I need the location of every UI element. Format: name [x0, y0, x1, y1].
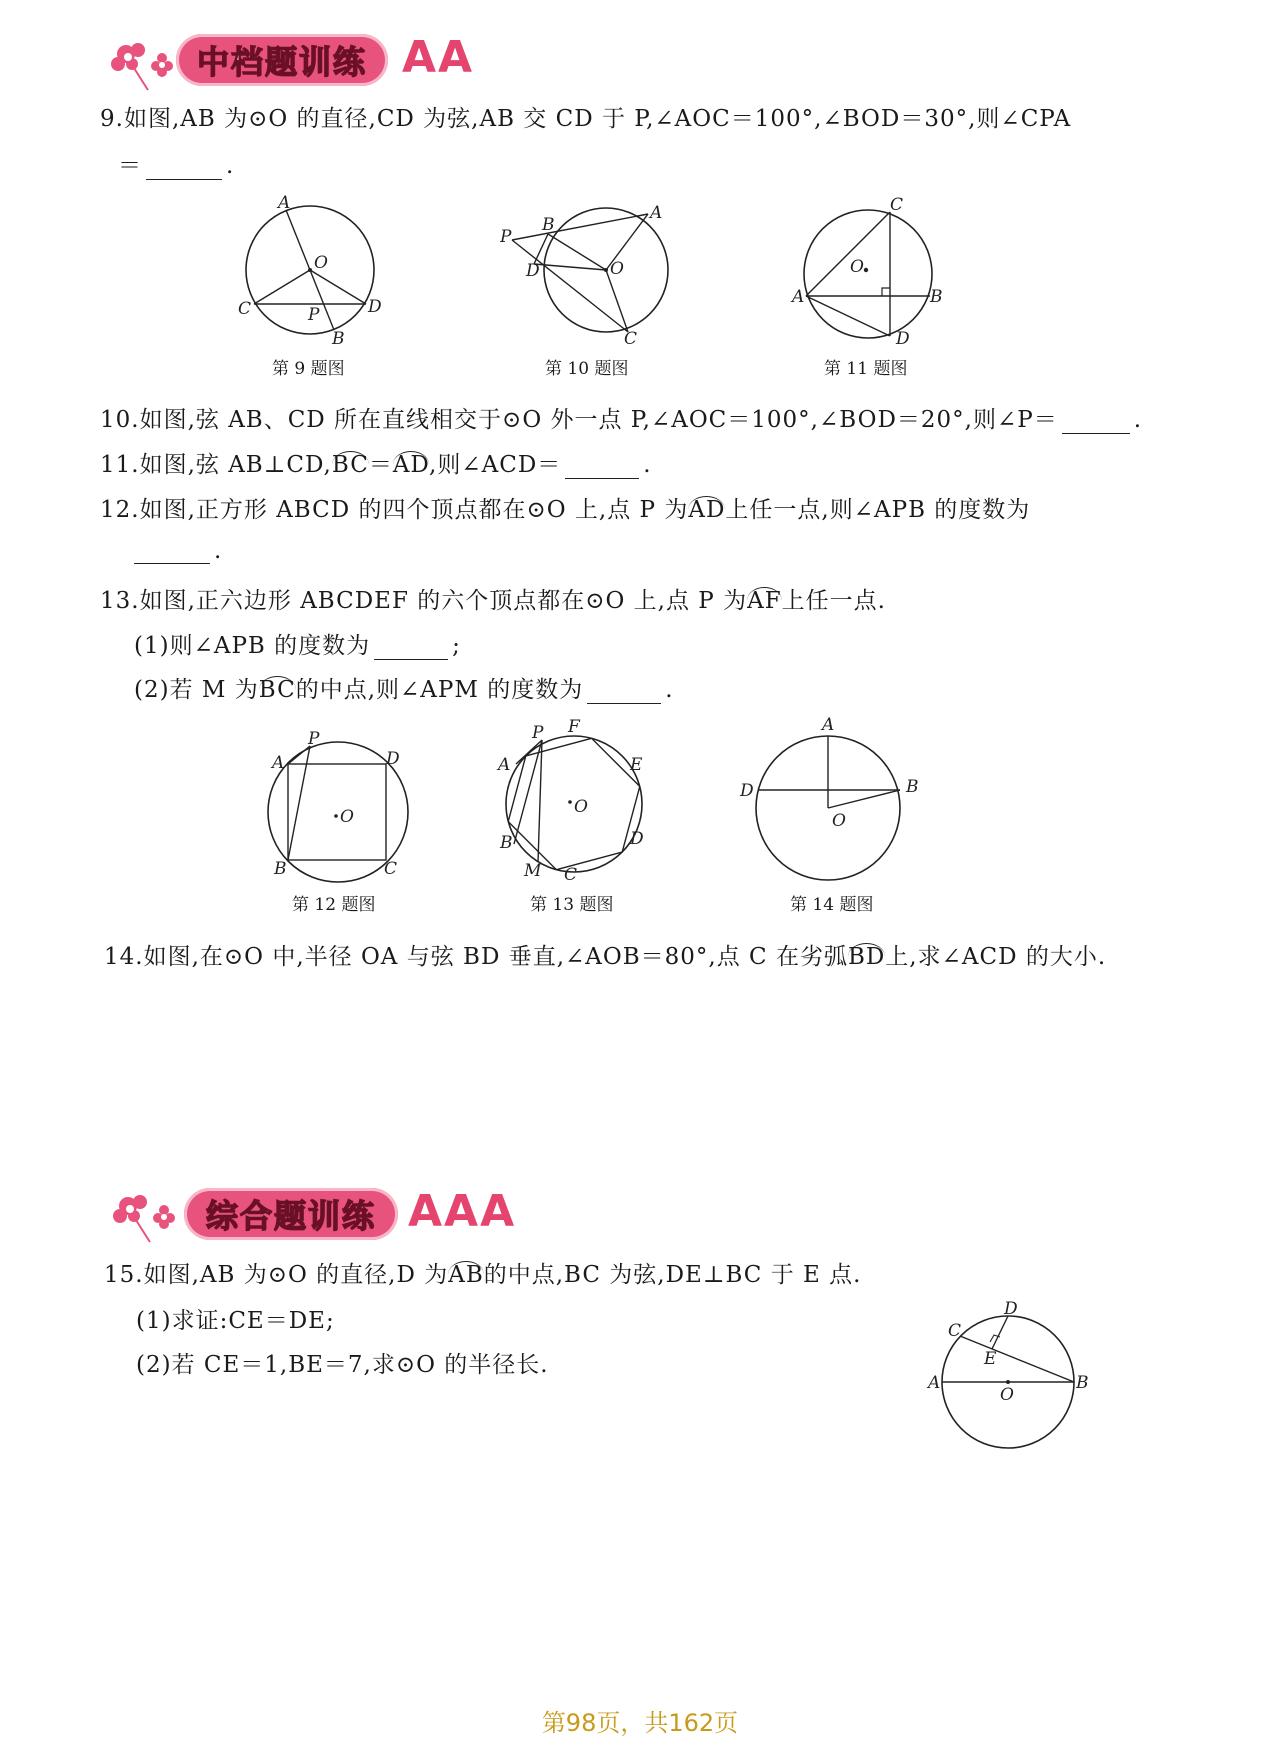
question-13-rest: 上任一点.: [781, 588, 886, 614]
label-d: D: [896, 329, 910, 349]
figure-10: [500, 200, 690, 350]
figure-14-caption: 第 14 题图: [790, 895, 874, 915]
figure-13-caption: 第 13 题图: [530, 895, 614, 915]
figure-10-caption: 第 10 题图: [545, 359, 629, 379]
figure-9: [230, 190, 390, 360]
label-a: A: [822, 715, 835, 735]
section-banner: [184, 1188, 398, 1240]
question-12-line2: [134, 538, 222, 564]
arc-af: AF: [747, 588, 782, 614]
answer-blank: [146, 157, 222, 180]
label-c: C: [948, 1321, 962, 1341]
label-e: E: [630, 755, 643, 775]
arc-ad: AD: [688, 497, 726, 523]
question-13-sub1: [134, 627, 461, 660]
question-11-rest: ,则∠ACD＝: [429, 452, 562, 478]
label-b: B: [1076, 1373, 1089, 1393]
label-b: B: [542, 215, 555, 235]
question-13-sub2: [134, 671, 674, 704]
label-o: O: [850, 257, 864, 277]
question-13-sub1-end: ;: [452, 633, 461, 659]
question-9-line2: [118, 147, 234, 180]
flower-decoration-icon: [106, 1186, 186, 1246]
question-9-end: .: [226, 153, 235, 179]
question-10-text: 10.如图,弦 AB、CD 所在直线相交于⊙O 外一点 P,∠AOC＝100°,∠BOD＝20°,则∠P＝: [100, 407, 1058, 433]
question-11: [100, 446, 652, 479]
figure-12: [260, 730, 420, 890]
figure-12-caption: 第 12 题图: [292, 895, 376, 915]
question-11-prefix: 11.如图,弦 AB⊥CD,: [100, 452, 332, 478]
label-a: A: [498, 755, 511, 775]
label-a: A: [278, 193, 291, 213]
arc-bc: BC: [258, 677, 296, 703]
question-9-line1: 9.如图,AB 为⊙O 的直径,CD 为弦,AB 交 CD 于 P,∠AOC＝100°,∠BOD＝30°,则∠CPA: [100, 106, 1072, 132]
circle-o: [804, 210, 932, 338]
label-c: C: [890, 196, 904, 215]
arc-ab: AB: [448, 1262, 484, 1288]
label-a: A: [650, 203, 663, 223]
question-12-rest: 上任一点,则∠APB 的度数为: [725, 497, 1031, 523]
page-indicator: 第98页，共162页: [541, 1709, 739, 1737]
question-14: [104, 938, 1106, 971]
question-15-sub2: (2)若 CE＝1,BE＝7,求⊙O 的半径长.: [136, 1352, 549, 1378]
label-b: B: [332, 329, 345, 349]
question-11-end: .: [643, 452, 652, 478]
answer-blank: [134, 541, 210, 564]
question-9-eq: ＝: [118, 153, 142, 179]
flower-decoration-icon: [104, 34, 184, 94]
question-15-sub1: (1)求证:CE＝DE;: [136, 1308, 335, 1334]
label-m: M: [524, 861, 542, 881]
arc-ad: AD: [392, 452, 430, 478]
label-b: B: [906, 777, 919, 797]
question-11-eq: ＝: [368, 452, 393, 478]
answer-blank: [1062, 411, 1130, 434]
question-10: [100, 401, 1142, 434]
label-b: B: [930, 287, 943, 307]
label-o: O: [610, 259, 624, 279]
question-13-sub2-end: .: [665, 677, 674, 703]
label-o: O: [314, 253, 328, 273]
question-14-rest: 上,求∠ACD 的大小.: [885, 944, 1107, 970]
label-o: O: [574, 797, 588, 817]
answer-blank: [565, 456, 639, 479]
label-p: P: [532, 723, 544, 743]
label-f: F: [568, 718, 580, 737]
figure-9-caption: 第 9 题图: [272, 359, 345, 379]
arc-bc: BC: [331, 452, 369, 478]
label-o: O: [340, 807, 354, 827]
label-d: D: [740, 781, 754, 801]
label-c: C: [564, 865, 578, 884]
question-13-sub1-text: (1)则∠APB 的度数为: [134, 633, 371, 659]
question-10-end: .: [1133, 407, 1143, 433]
label-o: O: [1000, 1385, 1014, 1405]
label-p: P: [308, 305, 320, 325]
section-title: 中档题训练: [196, 43, 367, 81]
figure-15: [920, 1296, 1100, 1452]
label-p: P: [500, 227, 512, 247]
label-d: D: [526, 261, 540, 281]
figure-11-caption: 第 11 题图: [824, 359, 908, 379]
label-d: D: [386, 749, 400, 769]
label-p: P: [308, 730, 320, 749]
section-banner: [176, 34, 388, 86]
label-a: A: [792, 287, 805, 307]
difficulty-level: AA: [402, 32, 475, 83]
answer-blank: [374, 637, 448, 660]
label-a: A: [928, 1373, 941, 1393]
label-e: E: [984, 1349, 997, 1369]
question-14-prefix: 14.如图,在⊙O 中,半径 OA 与弦 BD 垂直,∠AOB＝80°,点 C 在劣弧: [104, 944, 848, 970]
question-12-prefix: 12.如图,正方形 ABCD 的四个顶点都在⊙O 上,点 P 为: [100, 497, 689, 523]
section-title: 综合题训练: [205, 1197, 376, 1235]
figure-13: [494, 718, 654, 884]
label-c: C: [384, 859, 398, 879]
question-15-prefix: 15.如图,AB 为⊙O 的直径,D 为: [104, 1262, 449, 1288]
label-d: D: [630, 829, 644, 849]
question-13-sub2-rest: 的中点,则∠APM 的度数为: [295, 677, 584, 703]
answer-blank: [587, 681, 661, 704]
arc-bd: BD: [847, 944, 886, 970]
label-o: O: [832, 811, 846, 831]
label-b: B: [500, 833, 513, 853]
figure-11: [790, 196, 950, 354]
label-c: C: [238, 299, 252, 319]
question-12-end: .: [214, 538, 223, 564]
question-12: [100, 491, 1030, 524]
label-b: B: [274, 859, 287, 879]
question-15-rest: 的中点,BC 为弦,DE⊥BC 于 E 点.: [483, 1262, 862, 1288]
label-c: C: [624, 329, 638, 349]
figure-14: [736, 712, 926, 888]
question-13-sub2-prefix: (2)若 M 为: [134, 677, 259, 703]
question-13: [100, 582, 886, 615]
question-13-prefix: 13.如图,正六边形 ABCDEF 的六个顶点都在⊙O 上,点 P 为: [100, 588, 748, 614]
label-a: A: [272, 753, 285, 773]
question-15: [104, 1256, 861, 1289]
difficulty-level: AAA: [408, 1186, 517, 1237]
label-d: D: [368, 297, 382, 317]
label-d: D: [1004, 1299, 1018, 1319]
